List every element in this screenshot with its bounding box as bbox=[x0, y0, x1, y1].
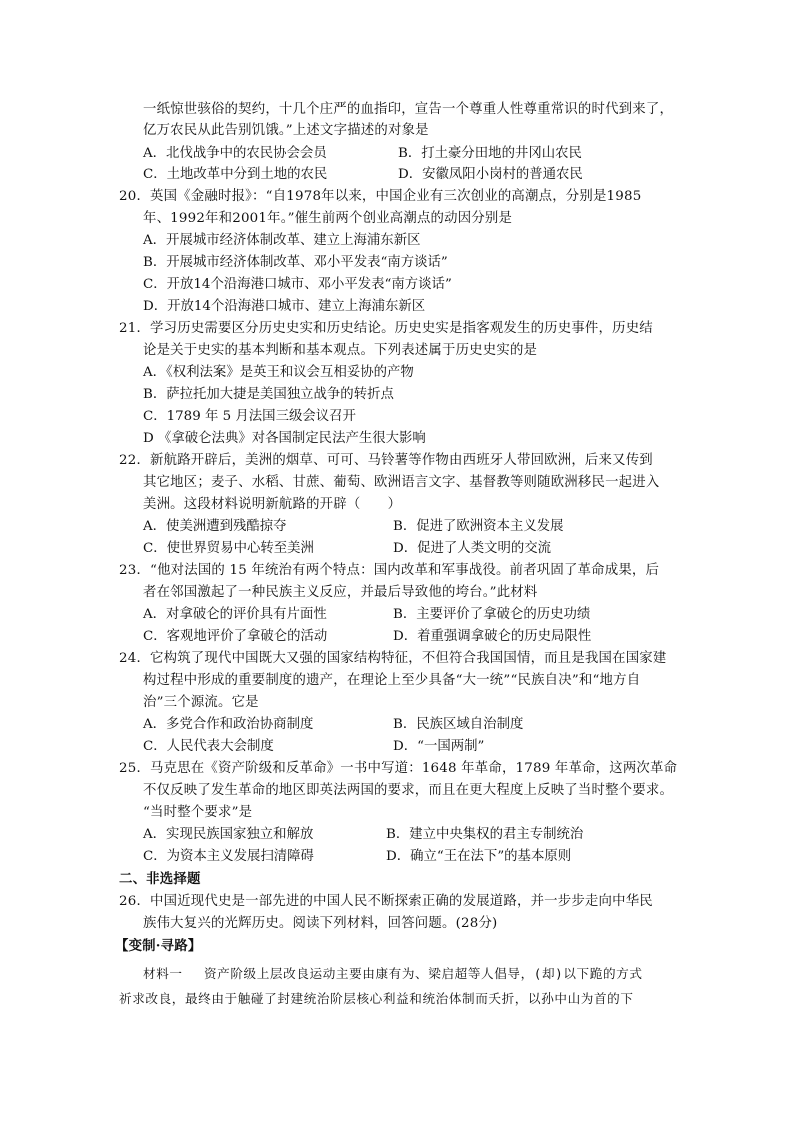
q24-option-a: A．多党合作和政治协商制度 bbox=[143, 717, 314, 732]
q25-option-b: B．建立中央集权的君主专制统治 bbox=[386, 827, 584, 842]
q22-option-d: D．促进了人类文明的交流 bbox=[393, 541, 552, 556]
q19-option-c: C．土地改革中分到土地的农民 bbox=[143, 167, 328, 182]
q20-option-a: A．开展城市经济体制改革、建立上海浦东新区 bbox=[143, 233, 421, 248]
q20-option-d: D．开放14个沿海港口城市、建立上海浦东新区 bbox=[143, 299, 426, 314]
q23-option-c: C．客观地评价了拿破仑的活动 bbox=[143, 629, 328, 644]
q25-text-line-3: “当时整个要求”是 bbox=[143, 805, 253, 820]
q25-text-line-1: 25．马克思在《资产阶级和反革命》一书中写道：1648 年革命，1789 年革命，这两次革命 bbox=[119, 761, 678, 776]
q19-text-line-2: 亿万农民从此告别饥饿。”上述文字描述的对象是 bbox=[143, 123, 429, 138]
material-1-line-1: 材料一 资产阶级上层改良运动主要由康有为、梁启超等人倡导，(却)以下跪的方式 bbox=[143, 966, 643, 981]
section-tag: 【变制·寻路】 bbox=[115, 938, 202, 954]
q19-text-line-1: 一纸惊世骇俗的契约，十几个庄严的血指印，宣告一个尊重人性尊重常识的时代到来了， bbox=[143, 102, 674, 117]
q23-option-b: B．主要评价了拿破仑的历史功绩 bbox=[393, 607, 591, 622]
q21-option-d: D 《拿破仑法典》对各国制定民法产生很大影响 bbox=[143, 431, 426, 446]
q26-text-line-1: 26．中国近现代史是一部先进的中国人民不断探索正确的发展道路，并一步步走向中华民 bbox=[119, 894, 653, 909]
q23-option-a: A．对拿破仑的评价具有片面性 bbox=[143, 607, 327, 622]
q19-option-a: A．北伐战争中的农民协会会员 bbox=[143, 146, 327, 161]
q23-text-line-2: 者在邻国激起了一种民族主义反应，并最后导致他的垮台。”此材料 bbox=[143, 585, 538, 600]
q20-text-line-2: 年、1992年和2001年。”催生前两个创业高潮点的动因分别是 bbox=[143, 211, 513, 226]
q25-option-d: D．确立“王在法下”的基本原则 bbox=[386, 849, 572, 864]
q26-text-line-2: 族伟大复兴的光辉历史。阅读下列材料，回答问题。(28分) bbox=[143, 916, 498, 931]
q21-option-a: A．《权利法案》是英王和议会互相妥协的产物 bbox=[143, 365, 414, 380]
q19-option-d: D．安徽凤阳小岗村的普通农民 bbox=[398, 167, 583, 182]
q22-option-c: C．使世界贸易中心转至美洲 bbox=[143, 541, 314, 556]
q21-text-line-2: 论是关于史实的基本判断和基本观点。下列表述属于历史史实的是 bbox=[143, 343, 538, 358]
q24-text-line-2: 构过程中形成的重要制度的遗产，在理论上至少具备“大一统”“民族自决”和“地方自 bbox=[143, 673, 641, 688]
q22-text-line-2: 其它地区；麦子、水稻、甘蔗、葡萄、欧洲语言文字、基督教等则随欧洲移民一起进入 bbox=[143, 475, 660, 490]
q24-option-d: D．“一国两制” bbox=[393, 739, 485, 754]
q22-option-a: A．使美洲遭到残酷掠夺 bbox=[143, 519, 287, 534]
q22-text-line-3: 美洲。这段材料说明新航路的开辟（ ） bbox=[143, 497, 402, 512]
q25-text-line-2: 不仅反映了发生革命的地区即英法两国的要求，而且在更大程度上反映了当时整个要求。 bbox=[143, 783, 674, 798]
q25-option-a: A．实现民族国家独立和解放 bbox=[143, 827, 314, 842]
q21-option-c: C．1789 年 5 月法国三级会议召开 bbox=[143, 409, 356, 424]
q22-option-b: B．促进了欧洲资本主义发展 bbox=[393, 519, 564, 534]
q21-text-line-1: 21．学习历史需要区分历史史实和历史结论。历史史实是指客观发生的历史事件，历史结 bbox=[119, 321, 653, 336]
material-1-line-2: 祈求改良，最终由于触碰了封建统治阶层核心利益和统治体制而夭折，以孙中山为首的下 bbox=[119, 991, 634, 1006]
q22-text-line-1: 22．新航路开辟后，美洲的烟草、可可、马铃薯等作物由西班牙人带回欧洲，后来又传到 bbox=[119, 453, 653, 468]
q21-option-b: B．萨拉托加大捷是美国独立战争的转折点 bbox=[143, 387, 394, 402]
q23-option-d: D．着重强调拿破仑的历史局限性 bbox=[393, 629, 592, 644]
q24-option-c: C．人民代表大会制度 bbox=[143, 739, 274, 754]
q25-option-c: C．为资本主义发展扫清障碍 bbox=[143, 849, 314, 864]
q24-text-line-3: 治”三个源流。它是 bbox=[143, 695, 259, 710]
q24-option-b: B．民族区域自治制度 bbox=[393, 717, 524, 732]
section-title: 二、非选择题 bbox=[119, 871, 201, 887]
q23-text-line-1: 23．“他对法国的 15 年统治有两个特点：国内改革和军事战役。前者巩固了革命成果，后 bbox=[119, 563, 660, 578]
q20-option-b: B．开展城市经济体制改革、邓小平发表“南方谈话” bbox=[143, 255, 448, 270]
q20-text-line-1: 20．英国《金融时报》：“自1978年以来，中国企业有三次创业的高潮点，分别是1985 bbox=[119, 189, 642, 204]
q19-option-b: B．打土豪分田地的井冈山农民 bbox=[398, 146, 582, 161]
q24-text-line-1: 24．它构筑了现代中国既大又强的国家结构特征，不但符合我国国情，而且是我国在国家建 bbox=[119, 651, 667, 666]
q20-option-c: C．开放14个沿海港口城市、邓小平发表“南方谈话” bbox=[143, 277, 452, 292]
